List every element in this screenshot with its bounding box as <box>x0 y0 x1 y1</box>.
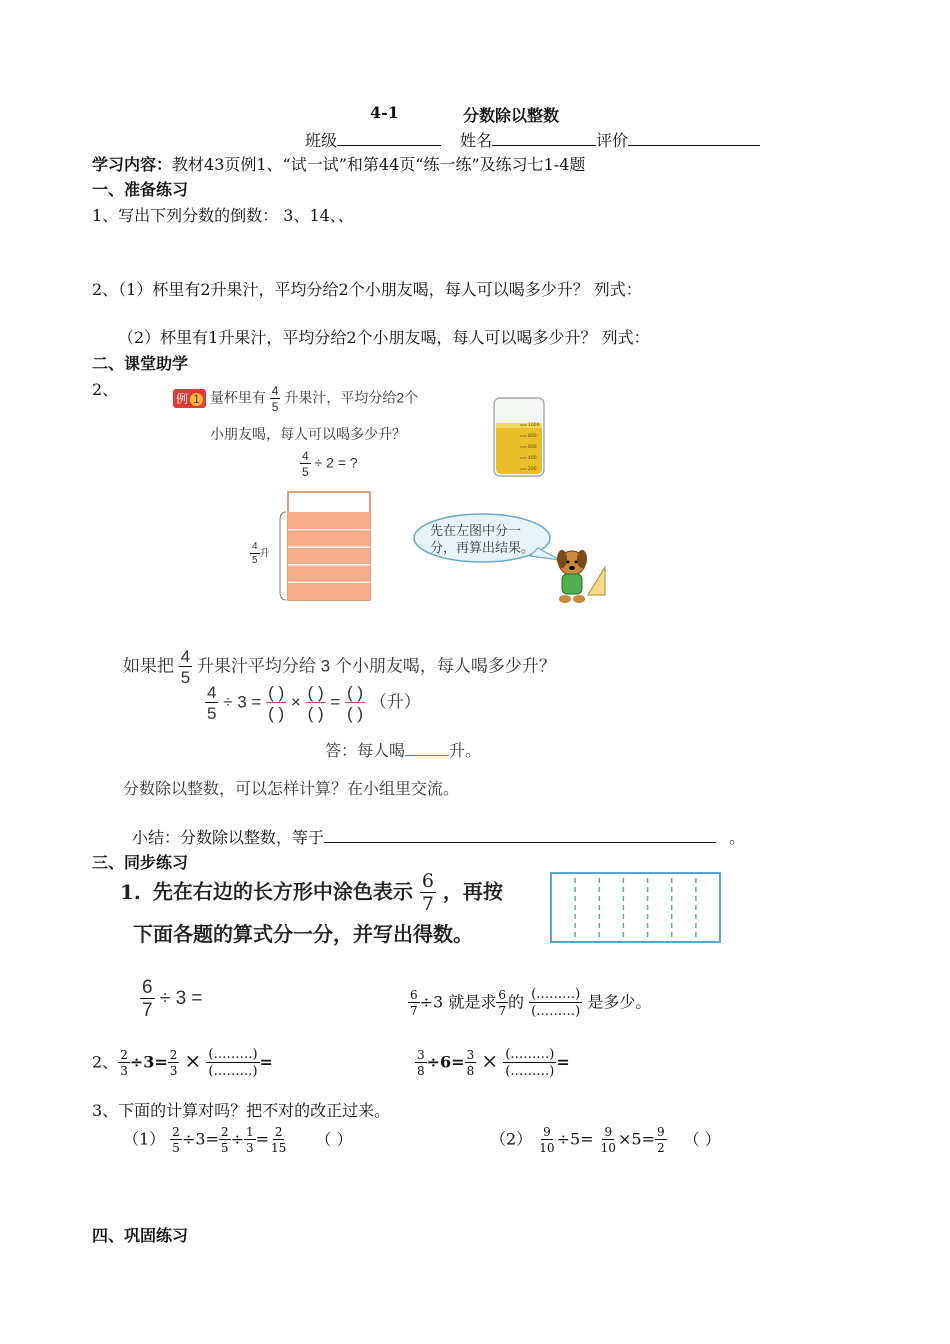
sync-q2-right: $\frac{3}{8}$ ÷6= $\frac{3}{8}$ × $\frac{(\dots\dots\dots)}{(\dots\dots\dots)}$ = <box>417 1047 570 1079</box>
blank-fraction[interactable]: $\frac{( )}{( )}$ <box>307 683 324 723</box>
summary: 小结：分数除以整数，等于 。 <box>132 828 746 847</box>
blank-fraction[interactable]: $\frac{(\dots\dots\dots)}{(\dots\dots\dots)}$ <box>531 987 581 1019</box>
beaker-tick: 600 <box>528 445 537 450</box>
example-equation: $\frac{4}{5}$ ÷ 2 = ? <box>302 449 358 479</box>
sync-q3: 3、下面的计算对吗？把不对的改正过来。 <box>92 1101 391 1120</box>
example-line1-b: 升果汁，平均分给2个 <box>284 389 419 406</box>
name-label: 姓名 <box>460 131 493 150</box>
blank-fraction[interactable]: $\frac{(\dots\dots\dots)}{(\dots\dots\dots)}$ <box>208 1047 258 1079</box>
blank-fraction[interactable]: $\frac{( )}{( )}$ <box>268 683 285 723</box>
content-label: 学习内容： <box>92 155 173 174</box>
section-2-heading: 二、课堂助学 <box>92 354 189 373</box>
beaker-tick: 1000 <box>528 423 540 428</box>
fraction-4-5: $\frac{4}{5}$ <box>271 384 279 414</box>
class-field[interactable] <box>337 129 441 146</box>
lesson-number: 4-1 <box>370 103 399 122</box>
content-text: 教材43页例1、“试一试”和第44页“练一练”及练习七1-4题 <box>172 155 586 174</box>
beaker-tick: 200 <box>528 467 537 472</box>
answer-paren[interactable]: （ ） <box>315 1129 353 1149</box>
class-label: 班级 <box>305 131 338 150</box>
question-1-2a: 2、（1）杯里有2升果汁，平均分给2个小朋友喝，每人可以喝多少升？ 列式： <box>92 280 642 299</box>
section-1-heading: 一、准备练习 <box>92 180 189 199</box>
sync-q2-left: 2、 $\frac{2}{3}$ ÷3= $\frac{2}{3}$ × $\frac{(\dots\dots\dots)}{(\dots\dots\dots)}$ = <box>92 1047 273 1079</box>
question-1-1: 1、写出下列分数的倒数： 3、14、、 <box>92 206 354 225</box>
if-equation: $\frac{4}{5}$ ÷ 3 = $\frac{( )}{( )}$ × $\frac{( )}{( )}$ = $\frac{( )}{( )}$ （升） <box>207 683 421 723</box>
question-2-number: 2、 <box>92 380 119 399</box>
section-3-heading: 三、同步练习 <box>92 853 189 872</box>
bar-label: $\frac{4}{5}$ 升 <box>252 541 270 566</box>
beaker-icon <box>490 395 550 480</box>
header-fields <box>305 128 760 151</box>
page-title: 分数除以整数 <box>463 106 560 125</box>
eval-field[interactable] <box>628 129 760 146</box>
section-4-heading: 四、巩固练习 <box>92 1226 189 1245</box>
name-field[interactable] <box>492 129 596 146</box>
bubble-text: 先在左图中分一 分，再算出结果。 <box>430 523 535 555</box>
example-line1-a: 量杯里有 <box>209 389 266 406</box>
sync-q3-1: （1） $\frac{2}{5}$ ÷3= $\frac{2}{5}$ ÷ $\frac{1}{3}$ = $\frac{2}{15}$ （ ） <box>123 1125 353 1155</box>
beaker-tick: 800 <box>528 434 537 439</box>
juice-bar-diagram <box>278 490 378 602</box>
sync-q3-2: （2） $\frac{9}{10}$ ÷5= $\frac{9}{10}$ ×5= $\frac{9}{2}$ （ ） <box>490 1125 721 1155</box>
dog-character-icon <box>550 545 610 605</box>
learning-content <box>92 152 585 175</box>
sync-q1-equation: $\frac{6}{7}$ ÷ 3 = <box>142 977 203 1021</box>
example-badge: 例 1 <box>173 389 206 408</box>
answer-blank[interactable] <box>405 741 449 756</box>
summary-blank[interactable] <box>324 826 716 843</box>
sync-q1: 1. 先在右边的长方形中涂色表示 $\frac{6}{7}$ ，再按 <box>120 870 503 915</box>
example-line2: 小朋友喝，每人可以喝多少升？ <box>210 426 406 442</box>
beaker-tick: 400 <box>528 456 537 461</box>
sync-q1-right: $\frac{6}{7}$ ÷3 就是求 $\frac{6}{7}$ 的 $\frac{(\dots\dots\dots)}{(\dots\dots\dots)}$ 是多少。 <box>410 987 652 1019</box>
shading-rectangle[interactable] <box>550 872 722 944</box>
blank-fraction[interactable]: $\frac{(\dots\dots\dots)}{(\dots\dots\dots)}$ <box>505 1047 555 1079</box>
discuss-text: 分数除以整数，可以怎样计算？在小组里交流。 <box>123 781 460 798</box>
blank-fraction[interactable]: $\frac{( )}{( )}$ <box>347 683 364 723</box>
sync-q1-line2: 下面各题的算式分一分，并写出得数。 <box>133 922 473 946</box>
answer-line: 答：每人喝 升。 <box>325 743 482 760</box>
answer-paren[interactable]: （ ） <box>683 1129 721 1149</box>
eval-label: 评价 <box>596 131 629 150</box>
example-1-text <box>173 385 418 413</box>
if-question: 如果把 $\frac{4}{5}$ 升果汁平均分给 3 个小朋友喝，每人喝多少升？ <box>123 647 556 687</box>
question-1-2b: （2）杯里有1升果汁，平均分给2个小朋友喝，每人可以喝多少升？ 列式： <box>118 328 650 347</box>
